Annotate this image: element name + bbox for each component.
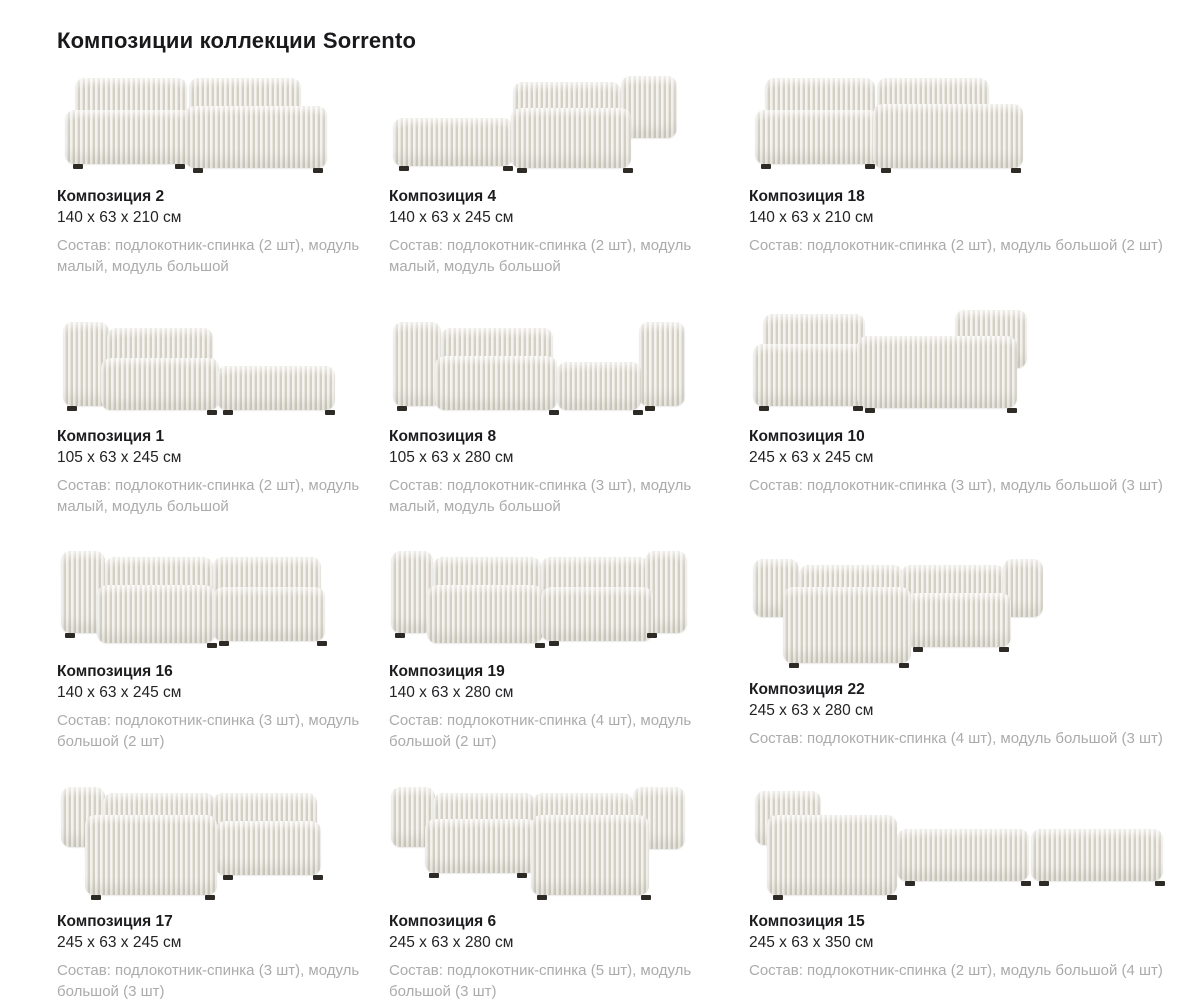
composition-title: Композиция 4 bbox=[389, 188, 497, 205]
compositions-grid bbox=[57, 74, 1200, 1002]
composition-dimensions: 245 х 63 х 280 см bbox=[749, 702, 874, 720]
composition-card[interactable] bbox=[57, 547, 389, 753]
composition-title: Композиция 18 bbox=[749, 188, 865, 205]
composition-description: Состав: подлокотник-спинка (2 шт), модуль малый, модуль большой bbox=[389, 237, 692, 276]
composition-dimensions: 245 х 63 х 350 см bbox=[749, 933, 874, 951]
composition-description: Состав: подлокотник-спинка (3 шт), модуль большой (2 шт) bbox=[57, 712, 360, 751]
composition-title: Композиция 8 bbox=[389, 427, 497, 445]
composition-title: Композиция 22 bbox=[749, 681, 865, 699]
composition-card[interactable] bbox=[389, 74, 749, 278]
sofa-image bbox=[389, 74, 679, 176]
composition-title: Композиция 1 bbox=[57, 427, 165, 445]
composition-description: Состав: подлокотник-спинка (2 шт), модуль малый, модуль большой bbox=[57, 476, 360, 515]
composition-dimensions: 140 х 63 х 245 см bbox=[57, 684, 182, 702]
composition-card[interactable] bbox=[749, 74, 1192, 278]
composition-description: Состав: подлокотник-спинка (2 шт), модуль большой (2 шт) bbox=[749, 237, 1163, 254]
sofa-image bbox=[389, 549, 689, 651]
composition-dimensions: 140 х 63 х 210 см bbox=[749, 209, 874, 226]
composition-title: Композиция 15 bbox=[749, 912, 865, 930]
composition-title: Композиция 6 bbox=[389, 912, 497, 930]
composition-dimensions: 105 х 63 х 245 см bbox=[57, 448, 182, 466]
sofa-image bbox=[57, 785, 347, 901]
composition-description: Состав: подлокотник-спинка (4 шт), модуль большой (3 шт) bbox=[749, 730, 1163, 748]
composition-dimensions: 245 х 63 х 245 см bbox=[749, 448, 874, 466]
composition-dimensions: 105 х 63 х 280 см bbox=[389, 448, 514, 466]
composition-card[interactable] bbox=[57, 74, 389, 278]
sofa-image bbox=[389, 320, 689, 416]
composition-description: Состав: подлокотник-спинка (3 шт), модуль большой (3 шт) bbox=[749, 476, 1163, 494]
composition-card[interactable] bbox=[57, 783, 389, 1002]
composition-description: Состав: подлокотник-спинка (2 шт), модуль малый, модуль большой bbox=[57, 237, 360, 276]
sofa-image bbox=[57, 549, 342, 651]
composition-title: Композиция 17 bbox=[57, 912, 173, 930]
composition-dimensions: 140 х 63 х 210 см bbox=[57, 209, 182, 226]
composition-description: Состав: подлокотник-спинка (2 шт), модуль большой (4 шт) bbox=[749, 961, 1163, 979]
composition-title: Композиция 2 bbox=[57, 188, 165, 205]
composition-card[interactable] bbox=[749, 308, 1192, 518]
composition-card[interactable] bbox=[389, 308, 749, 518]
sofa-image bbox=[749, 310, 1029, 416]
sofa-image bbox=[749, 74, 1029, 176]
sofa-image bbox=[57, 74, 337, 176]
sofa-image bbox=[57, 320, 347, 416]
composition-title: Композиция 10 bbox=[749, 427, 865, 445]
composition-card[interactable] bbox=[749, 783, 1192, 1002]
composition-card[interactable] bbox=[57, 308, 389, 518]
composition-description: Состав: подлокотник-спинка (3 шт), модуль большой (3 шт) bbox=[57, 961, 360, 1001]
composition-card[interactable] bbox=[389, 547, 749, 753]
composition-description: Состав: подлокотник-спинка (3 шт), модуль малый, модуль большой bbox=[389, 476, 692, 515]
sofa-image bbox=[749, 789, 1179, 901]
composition-card[interactable] bbox=[749, 547, 1192, 753]
composition-dimensions: 245 х 63 х 280 см bbox=[389, 933, 514, 951]
composition-card[interactable] bbox=[389, 783, 749, 1002]
composition-dimensions: 140 х 63 х 245 см bbox=[389, 209, 514, 226]
page-title: Композиции коллекции Sorrento bbox=[57, 28, 417, 53]
composition-dimensions: 140 х 63 х 280 см bbox=[389, 684, 514, 702]
composition-description: Состав: подлокотник-спинка (4 шт), модуль большой (2 шт) bbox=[389, 712, 692, 751]
sofa-image bbox=[749, 557, 1034, 669]
composition-title: Композиция 19 bbox=[389, 663, 505, 681]
composition-dimensions: 245 х 63 х 245 см bbox=[57, 933, 182, 951]
composition-description: Состав: подлокотник-спинка (5 шт), модуль большой (3 шт) bbox=[389, 961, 692, 1001]
sofa-image bbox=[389, 785, 689, 901]
composition-title: Композиция 16 bbox=[57, 663, 173, 681]
